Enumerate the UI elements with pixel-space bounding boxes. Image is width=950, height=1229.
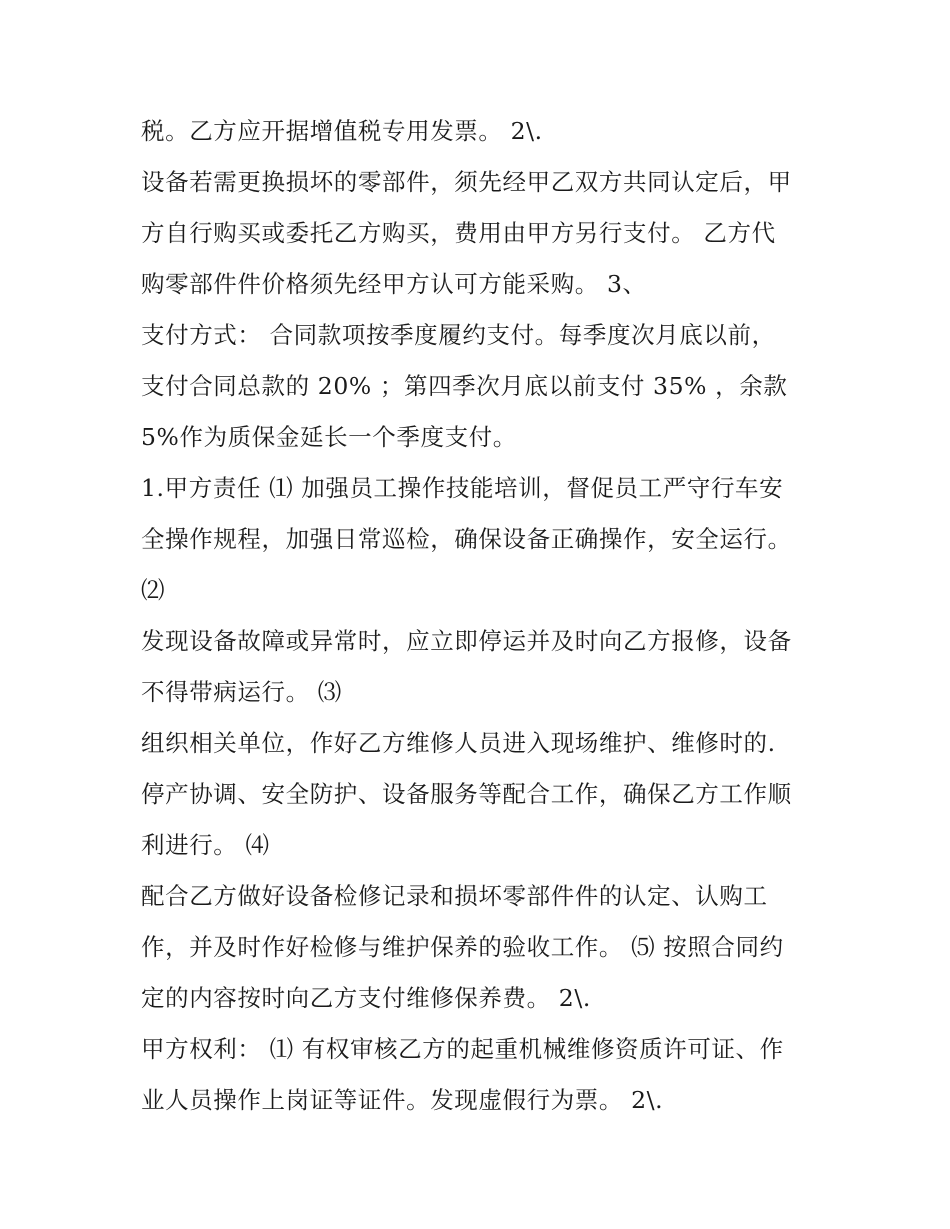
text-line: 定的内容按时向乙方支付维修保养费。 2\. xyxy=(141,984,591,1012)
text-line: 配合乙方做好设备检修记录和损坏零部件件的认定、认购工 xyxy=(141,882,768,910)
text-line: 停产协调、安全防护、设备服务等配合工作，确保乙方工作顺 xyxy=(141,780,792,808)
text-line: 不得带病运行。 ⑶ xyxy=(141,678,342,706)
text-line: 支付合同总款的 20% ；第四季次月底以前支付 35% ，余款 xyxy=(141,372,788,400)
text-line: 利进行。 ⑷ xyxy=(141,831,270,859)
text-line: 甲方权利： ⑴ 有权审核乙方的起重机械维修资质许可证、作 xyxy=(141,1035,784,1063)
contract-text xyxy=(141,106,821,1126)
text-line: ⑵ xyxy=(141,576,166,604)
text-line: 购零部件件价格须先经甲方认可方能采购。 3、 xyxy=(141,270,647,298)
text-line: 支付方式： 合同款项按季度履约支付。每季度次月底以前， xyxy=(141,321,776,349)
text-line: 设备若需更换损坏的零部件，须先经甲乙双方共同认定后，甲 xyxy=(141,168,792,196)
text-line: 业人员操作上岗证等证件。发现虚假行为票。 2\. xyxy=(141,1086,664,1114)
text-line: 作，并及时作好检修与维护保养的验收工作。 ⑸ 按照合同约 xyxy=(141,933,784,961)
text-line: 方自行购买或委托乙方购买，费用由甲方另行支付。 乙方代 xyxy=(141,219,776,247)
text-line: 5%作为质保金延长一个季度支付。 xyxy=(141,423,517,451)
text-line: 1.甲方责任 ⑴ 加强员工操作技能培训，督促员工严守行车安 xyxy=(141,474,784,502)
text-line: 全操作规程，加强日常巡检，确保设备正确操作，安全运行。 xyxy=(141,525,792,553)
text-line: 组织相关单位，作好乙方维修人员进入现场维护、维修时的. xyxy=(141,729,776,757)
text-line: 税。乙方应开据增值税专用发票。 2\. xyxy=(141,117,543,145)
text-line: 发现设备故障或异常时，应立即停运并及时向乙方报修，设备 xyxy=(141,627,792,655)
